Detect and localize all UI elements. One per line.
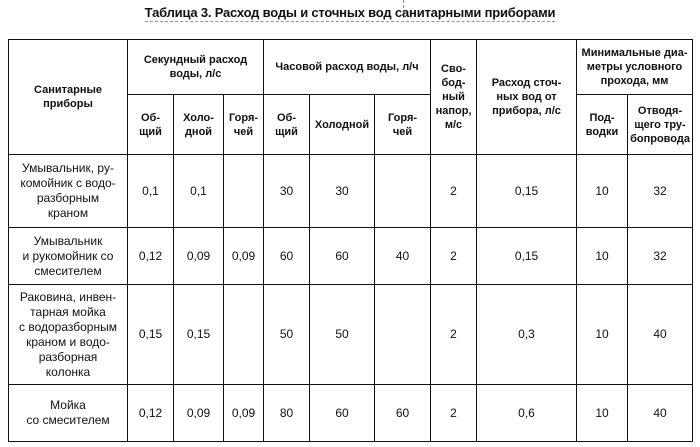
cell-q-total: 0,12 [128,385,174,442]
cell-q-cold: 0,1 [174,155,224,228]
cell-waste: 0,6 [477,385,577,442]
cell-q-total: 0,1 [128,155,174,228]
header-per-hour: Часовой расход воды, л/ч [264,40,431,95]
cell-waste: 0,3 [477,285,577,385]
table-row [9,155,693,228]
cell-drain: 32 [628,228,693,285]
header-fixtures: Санитарные приборы [9,40,128,155]
cell-h-total: 80 [264,385,310,442]
cell-h-hot: 60 [375,385,431,442]
cell-h-cold: 50 [310,285,375,385]
table-title: Таблица 3. Расход воды и сточных вод санитарными приборами [144,5,556,20]
cell-supply: 10 [577,285,628,385]
table-row [9,385,693,442]
cell-h-total: 50 [264,285,310,385]
cell-drain: 32 [628,155,693,228]
fixture-name: Раковина, инвен- тарная мойка с водоразборным краном и водо- разборная колонка [9,285,128,385]
cell-q-hot: 0,09 [224,228,264,285]
subheader-hot-s: Горя- чей [224,95,264,155]
subheader-cold-s: Холо- дной [174,95,224,155]
cell-supply: 10 [577,155,628,228]
cell-supply: 10 [577,385,628,442]
subheader-total-s: Об- щий [128,95,174,155]
cell-q-hot [224,285,264,385]
header-free-head: Сво- бод- ный напор, м/с [431,40,477,155]
fixture-name: Умывальник и рукомойник со смесителем [9,228,128,285]
table-row [9,228,693,285]
cell-q-cold: 0,15 [174,285,224,385]
cell-waste: 0,15 [477,155,577,228]
subheader-total-h: Об- щий [264,95,310,155]
cell-h-cold: 30 [310,155,375,228]
cell-q-hot: 0,09 [224,385,264,442]
fixture-name: Умывальник, ру- комойник с водо- разборным краном [9,155,128,228]
cell-q-cold: 0,09 [174,228,224,285]
cell-h-total: 60 [264,228,310,285]
cell-supply: 10 [577,228,628,285]
cell-q-total: 0,15 [128,285,174,385]
header-waste: Расход сточ- ных вод от прибора, л/с [477,40,577,155]
water-consumption-table [8,39,693,442]
header-min-diam: Минимальные диа- метры условного прохода, мм [577,40,693,95]
table-row [9,285,693,385]
subheader-hot-h: Горя- чей [375,95,431,155]
subheader-cold-h: Холодной [310,95,375,155]
header-per-second: Секундный расход воды, л/с [128,40,264,95]
cell-head: 2 [431,385,477,442]
cell-waste: 0,15 [477,228,577,285]
cell-q-total: 0,12 [128,228,174,285]
cell-head: 2 [431,285,477,385]
subheader-supply: Под- водки [577,95,628,155]
cell-head: 2 [431,155,477,228]
cell-h-hot: 40 [375,228,431,285]
cell-q-cold: 0,09 [174,385,224,442]
fixture-name: Мойка со смесителем [9,385,128,442]
cell-h-total: 30 [264,155,310,228]
cell-h-cold: 60 [310,385,375,442]
cell-drain: 40 [628,285,693,385]
cell-drain: 40 [628,385,693,442]
cell-q-hot [224,155,264,228]
cell-head: 2 [431,228,477,285]
subheader-drain: Отводя- щего тру- бопровода [628,95,693,155]
cell-h-hot [375,285,431,385]
cell-h-cold: 60 [310,228,375,285]
cell-h-hot [375,155,431,228]
